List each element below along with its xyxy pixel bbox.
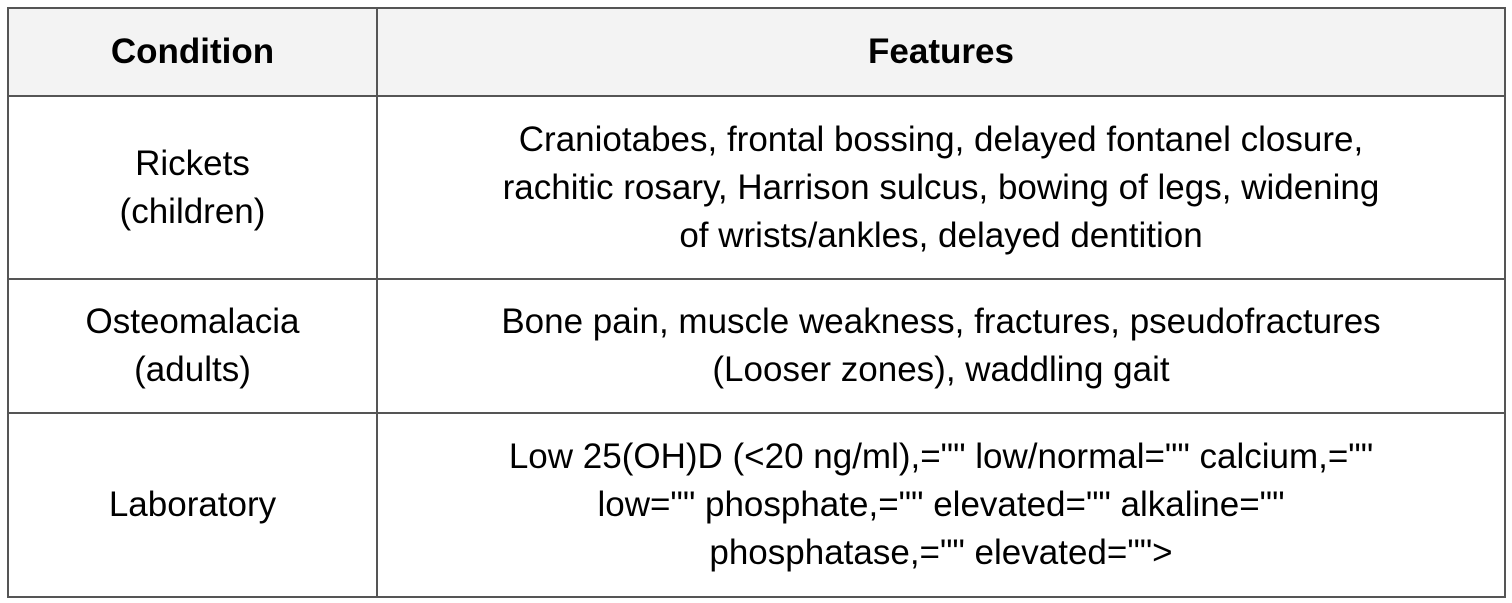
features-line: Craniotabes, frontal bossing, delayed fontanel closure,: [518, 119, 1364, 159]
features-line: (Looser zones), waddling gait: [712, 350, 1170, 389]
condition-line: Osteomalacia: [85, 302, 300, 341]
header-condition: Condition: [8, 8, 377, 96]
condition-line: Laboratory: [108, 485, 277, 524]
features-cell: [377, 96, 1505, 279]
features-cell: [377, 413, 1505, 597]
condition-line: (adults): [134, 350, 251, 389]
condition-cell: [8, 96, 377, 279]
features-line: Bone pain, muscle weakness, fractures, pseudofractures: [501, 302, 1381, 341]
features-line: rachitic rosary, Harrison sulcus, bowing of legs, widening: [502, 167, 1380, 207]
condition-line: (children): [119, 191, 266, 231]
features-line: Low 25(OH)D (<20 ng/ml),="" low/normal="" calcium,="": [508, 437, 1374, 476]
condition-cell: [8, 279, 377, 413]
condition-cell: [8, 413, 377, 597]
header-row: [8, 8, 1505, 96]
table-row: [8, 413, 1505, 597]
header-features: Features: [377, 8, 1505, 96]
table-row: [8, 279, 1505, 413]
condition-line: Rickets: [135, 143, 250, 183]
conditions-table: [7, 7, 1506, 598]
features-line: phosphatase,="" elevated="">: [709, 533, 1173, 572]
table-row: [8, 96, 1505, 279]
features-line: low="" phosphate,="" elevated="" alkaline="": [597, 485, 1285, 524]
features-line: of wrists/ankles, delayed dentition: [679, 215, 1203, 255]
features-cell: [377, 279, 1505, 413]
